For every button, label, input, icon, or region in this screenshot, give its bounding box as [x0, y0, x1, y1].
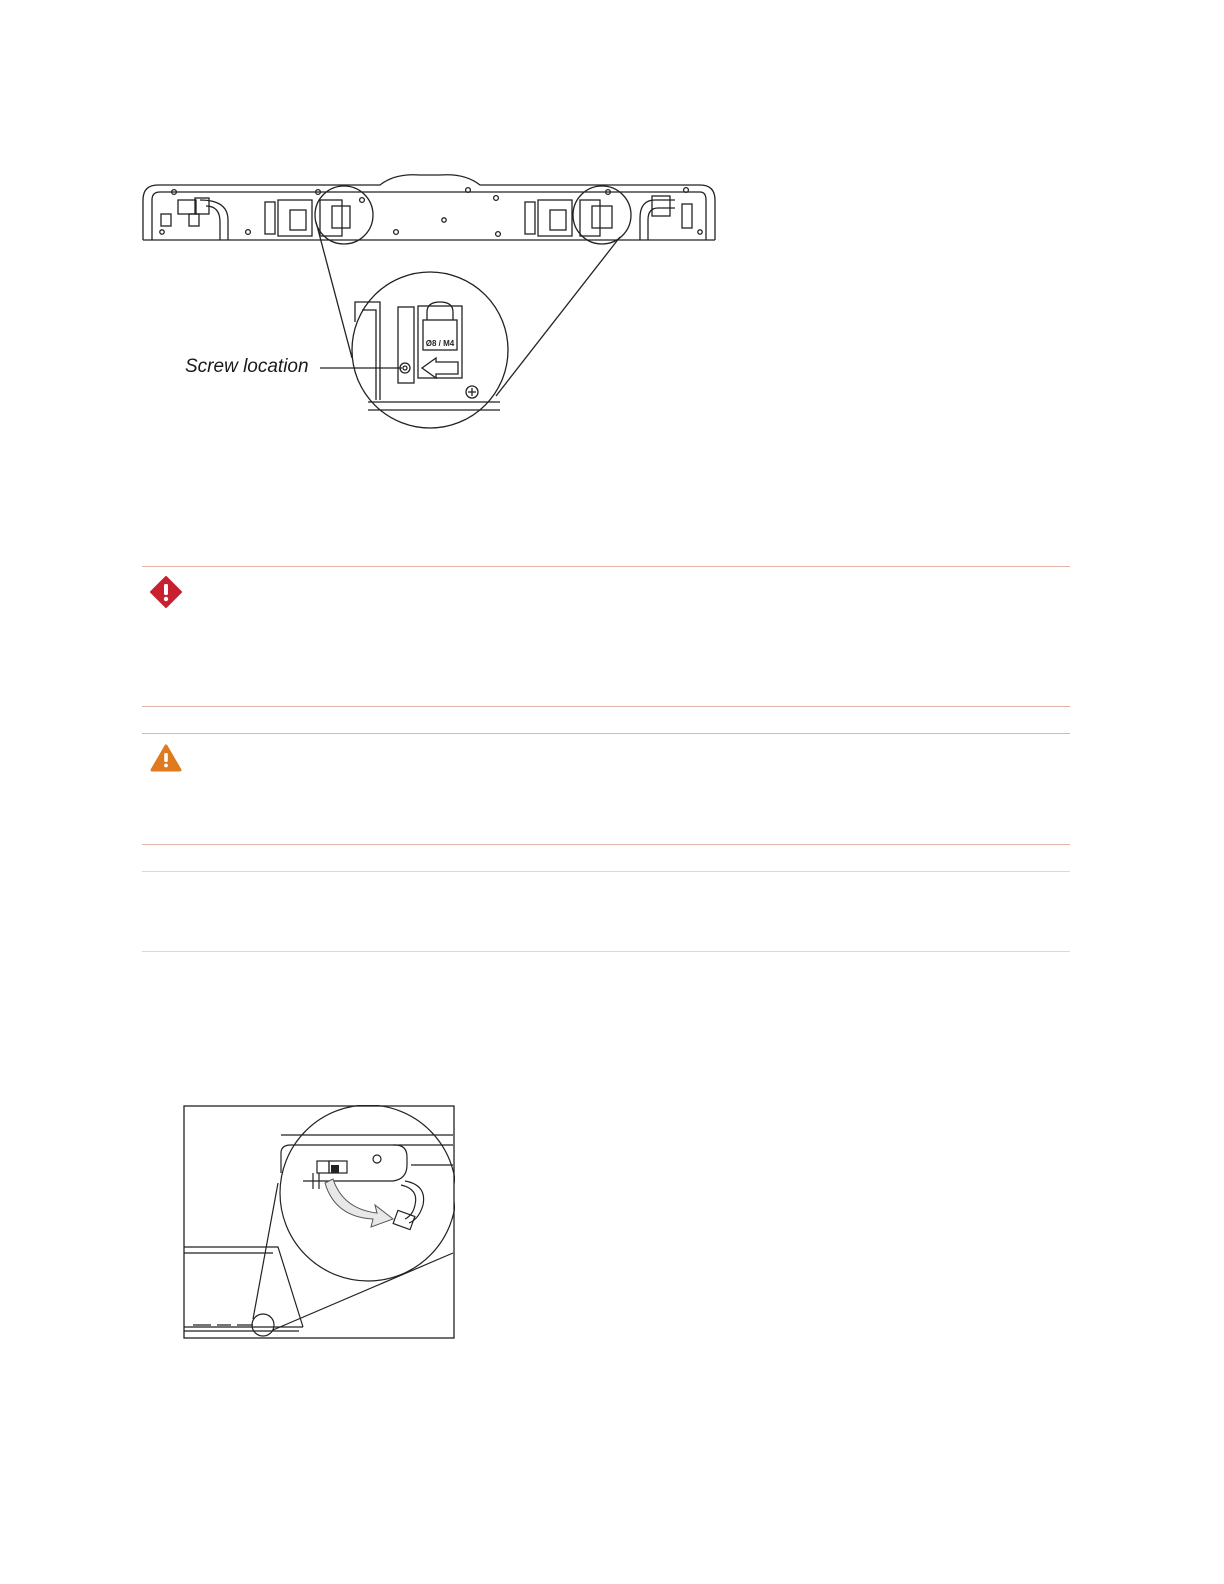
section-top-rule: [142, 871, 1070, 872]
warning-notice-top-rule: [142, 733, 1070, 734]
screw-location-callout: Screw location: [185, 356, 309, 377]
bottom-figure-drawing: [183, 1105, 455, 1339]
warning-triangle-icon: [150, 744, 182, 777]
error-notice-bottom-rule: [142, 706, 1070, 707]
error-diamond-icon: [150, 576, 182, 613]
lock-label: Ø8 / M4: [425, 339, 455, 348]
section-bottom-rule: [142, 951, 1070, 952]
top-figure-drawing: [140, 170, 720, 435]
warning-notice-bottom-rule: [142, 844, 1070, 845]
error-notice-top-rule: [142, 566, 1070, 567]
bottom-figure: [183, 1105, 455, 1339]
top-figure: [140, 170, 720, 435]
